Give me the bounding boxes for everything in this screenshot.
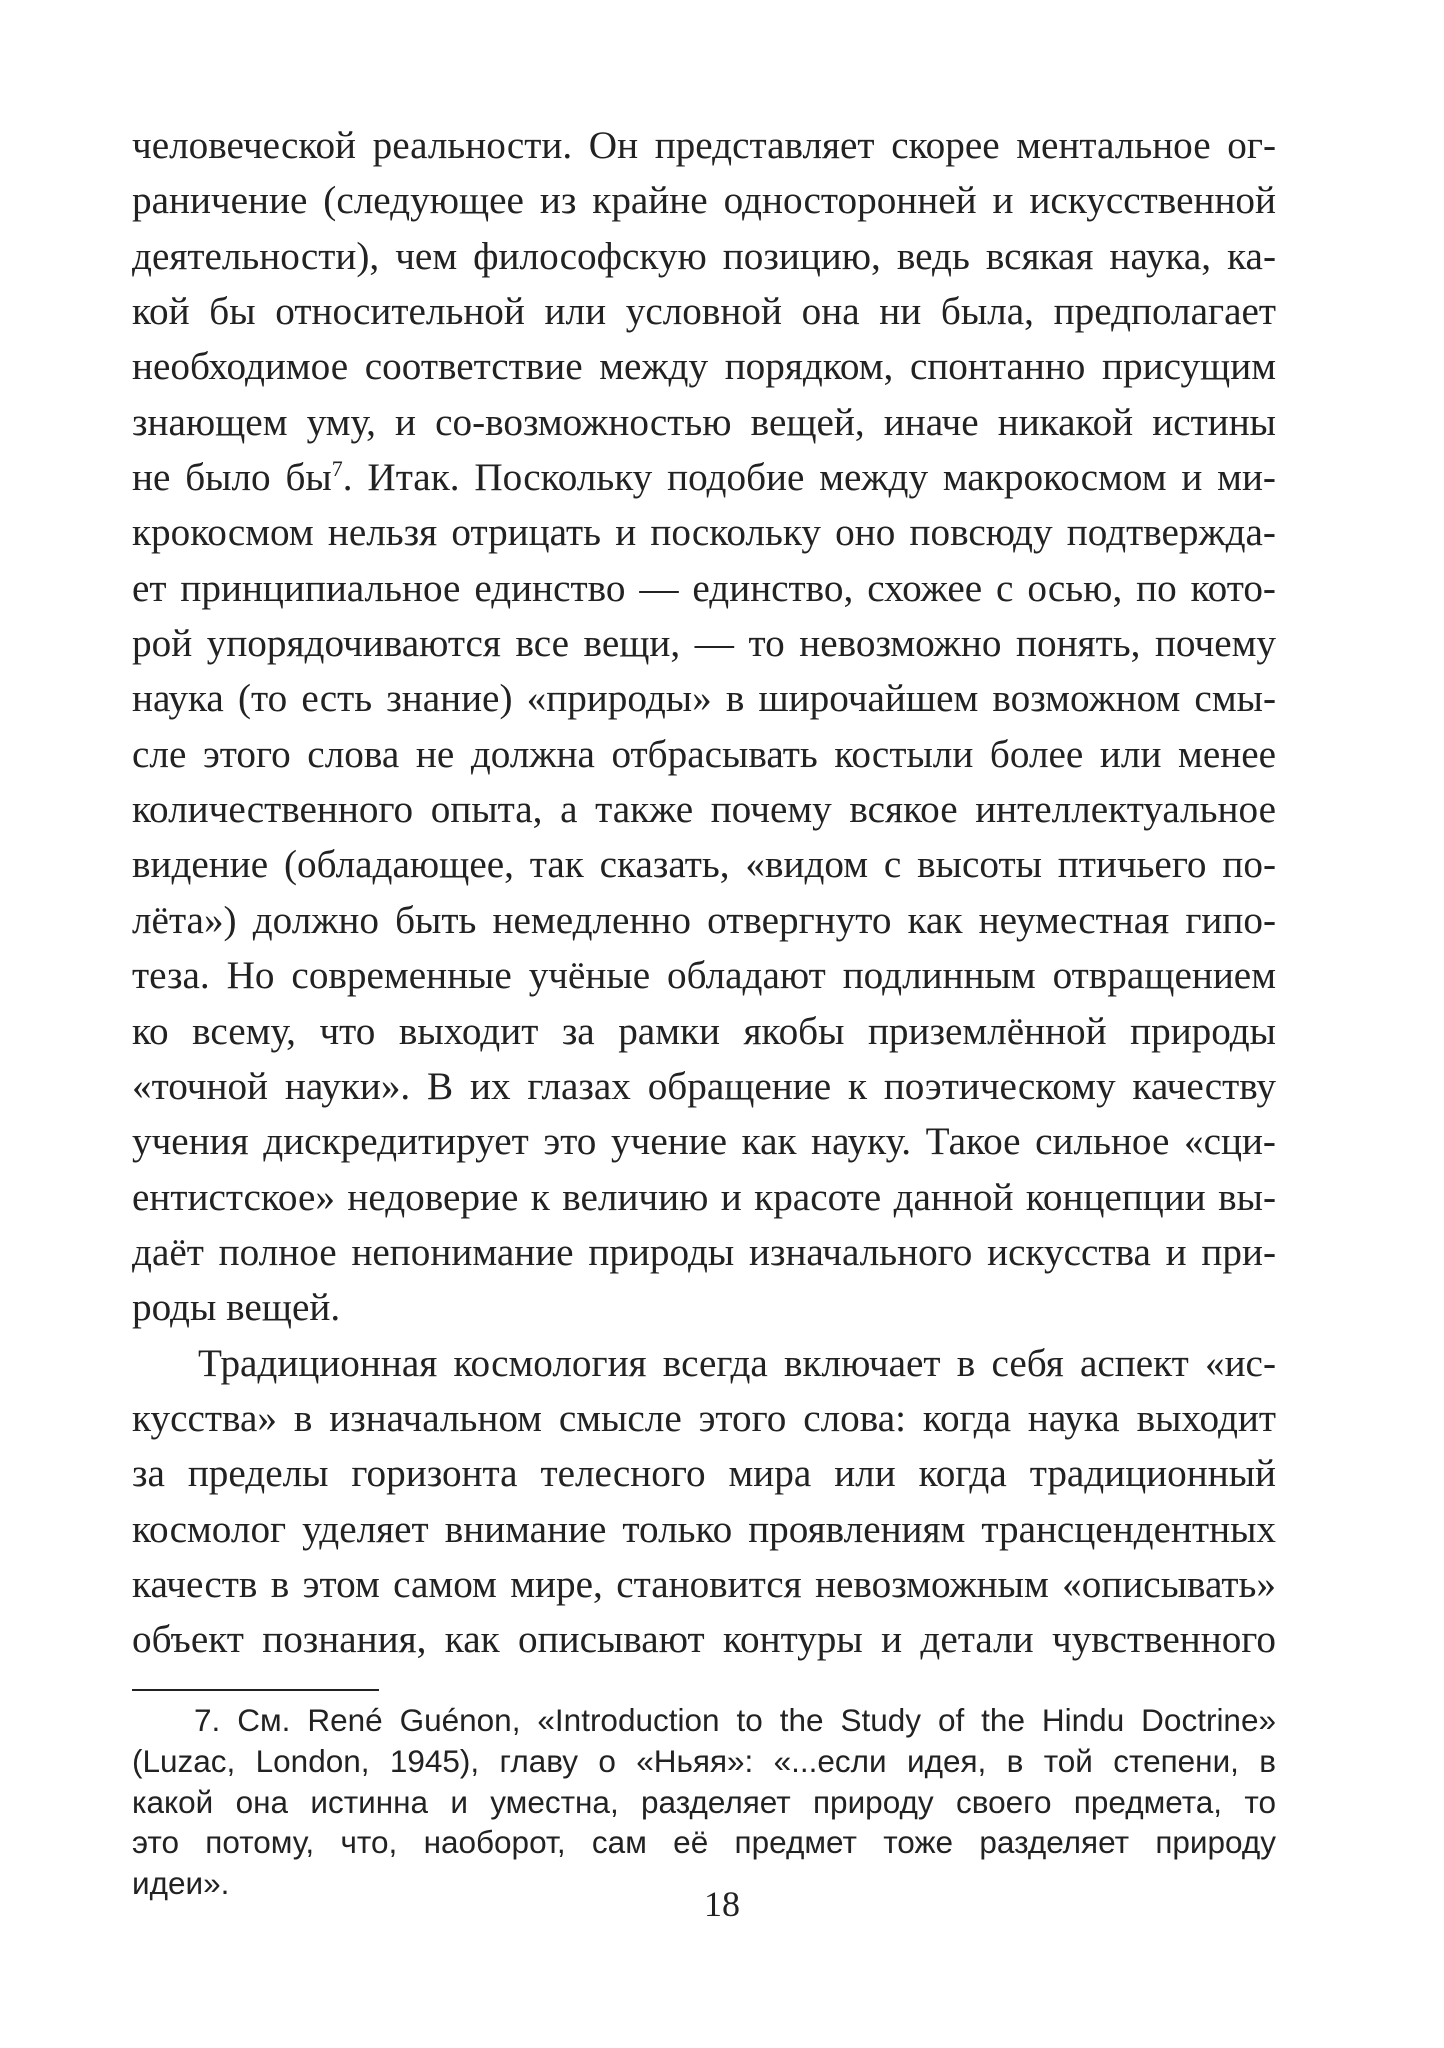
- text-line: учения дискредитирует это учение как науку. Такое сильное «сци-: [132, 1120, 1276, 1164]
- text-line: даёт полное непонимание природы изначального искусства и при-: [132, 1230, 1276, 1274]
- text-line: рой упорядочиваются все вещи, — то невозможно понять, почему: [132, 622, 1276, 666]
- text-line: роды вещей.: [132, 1286, 341, 1330]
- footnote-line: 7. См. René Guénon, «Introduction to the Study of the Hindu Doctrine»: [194, 1702, 1276, 1738]
- footnote-line: (Luzac, London, 1945), главу о «Ньяя»: «...если идея, в той степени, в: [132, 1742, 1276, 1779]
- footnote-line: идеи».: [132, 1865, 230, 1902]
- text-line: необходимое соответствие между порядком, спонтанно присущим: [132, 345, 1276, 389]
- text-line: ентистское» недоверие к величию и красоте данной концепции вы-: [132, 1175, 1276, 1219]
- text-line: Традиционная космология всегда включает в себя аспект «ис-: [198, 1341, 1276, 1385]
- text-line: кой бы относительной или условной она ни была, предполагает: [132, 290, 1276, 334]
- text-line: объект познания, как описывают контуры и детали чувственного: [132, 1618, 1276, 1662]
- paragraph-1: [132, 118, 1276, 1336]
- text-line: лёта») должно быть немедленно отвергнуто как неуместная гипо-: [132, 898, 1276, 942]
- footnote-reference[interactable]: 7: [331, 456, 343, 482]
- footnote-line: это потому, что, наоборот, сам её предмет тоже разделяет природу: [132, 1824, 1276, 1861]
- paragraph-2: [132, 1336, 1276, 1668]
- text-line-with-footnote-ref: [132, 450, 1276, 505]
- text-line: космолог уделяет внимание только проявлениям трансцендентных: [132, 1507, 1276, 1551]
- footnote-line: какой она истинна и уместна, разделяет природу своего предмета, то: [132, 1783, 1276, 1820]
- text-line: ко всему, что выходит за рамки якобы приземлённой природы: [132, 1009, 1276, 1053]
- text-line: кусства» в изначальном смысле этого слова: когда наука выходит: [132, 1396, 1276, 1440]
- footnote-separator: [132, 1689, 379, 1691]
- text-line: деятельности), чем философскую позицию, ведь всякая наука, ка-: [132, 234, 1276, 278]
- text-line: раничение (следующее из крайне односторонней и искусственной: [132, 179, 1276, 223]
- text-line: видение (обладающее, так сказать, «видом с высоты птичьего по-: [132, 843, 1276, 887]
- text-line: ет принципиальное единство — единство, схожее с осью, по кото-: [132, 566, 1276, 610]
- text-line: человеческой реальности. Он представляет скорее ментальное ог-: [132, 124, 1276, 167]
- page-number: 18: [704, 1884, 740, 1924]
- text-line: знающем уму, и со-возможностью вещей, иначе никакой истины: [132, 400, 1276, 444]
- text-line: количественного опыта, а также почему всякое интеллектуальное: [132, 788, 1276, 832]
- text-line: наука (то есть знание) «природы» в широчайшем возможном смы-: [132, 677, 1276, 721]
- main-text: [132, 118, 1276, 1668]
- text-line: сле этого слова не должна отбрасывать костыли более или менее: [132, 732, 1276, 776]
- text-line: «точной науки». В их глазах обращение к поэтическому качеству: [132, 1064, 1276, 1108]
- text-line: за пределы горизонта телесного мира или когда традиционный: [132, 1452, 1276, 1496]
- text-line: качеств в этом самом мире, становится невозможным «описывать»: [132, 1562, 1276, 1606]
- text-line: теза. Но современные учёные обладают подлинным отвращением: [132, 954, 1276, 998]
- text-segment: . Итак. Поскольку подобие между макрокосмом и ми-: [342, 456, 1276, 500]
- text-line: крокосмом нельзя отрицать и поскольку оно повсюду подтвержда-: [132, 511, 1276, 555]
- page-body: [132, 118, 1276, 1668]
- footnote: [132, 1700, 1276, 1904]
- text-segment: не было бы: [132, 456, 332, 500]
